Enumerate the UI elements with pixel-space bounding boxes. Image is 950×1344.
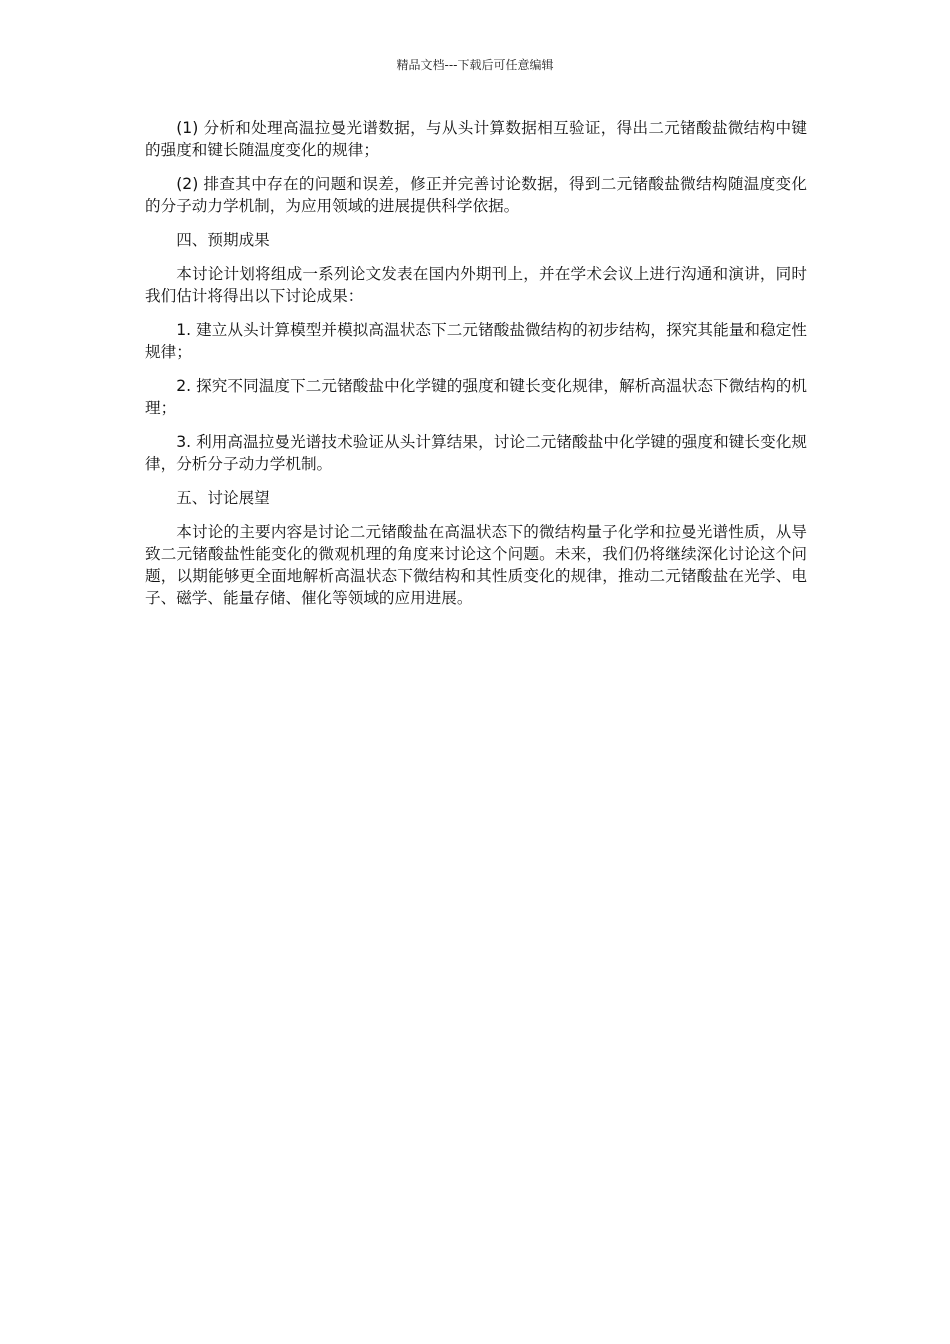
paragraph-outcome-2: 2. 探究不同温度下二元锗酸盐中化学键的强度和键长变化规律，解析高温状态下微结构的机理； [145,377,807,417]
section-heading-expected-results: 四、预期成果 [176,231,270,249]
paragraph-outlook: 本讨论的主要内容是讨论二元锗酸盐在高温状态下的微结构量子化学和拉曼光谱性质，从导致二元锗酸盐性能变化的微观机理的角度来讨论这个问题。未来，我们仍将继续深化讨论这个问题，以期能够更全面地解析高温状态下微结构和其性质变化的规律，推动二元锗酸盐在光学、电子、磁学、能量存储、催化等领域的应用进展。 [145,523,807,607]
document-body [145,117,807,621]
section-heading-outlook: 五、讨论展望 [176,489,270,507]
paragraph-outcome-1: 1. 建立从头计算模型并模拟高温状态下二元锗酸盐微结构的初步结构，探究其能量和稳定性规律； [145,321,807,361]
paragraph-outcome-3: 3. 利用高温拉曼光谱技术验证从头计算结果，讨论二元锗酸盐中化学键的强度和键长变化规律，分析分子动力学机制。 [145,433,807,473]
paragraph-result-2: (2) 排查其中存在的问题和误差，修正并完善讨论数据，得到二元锗酸盐微结构随温度变化的分子动力学机制，为应用领域的进展提供科学依据。 [145,175,807,215]
page-header: 精品文档---下载后可任意编辑 [396,58,554,72]
paragraph-result-1: (1) 分析和处理高温拉曼光谱数据，与从头计算数据相互验证，得出二元锗酸盐微结构中键的强度和键长随温度变化的规律； [145,119,807,159]
paragraph-plan-intro: 本讨论计划将组成一系列论文发表在国内外期刊上，并在学术会议上进行沟通和演讲，同时我们估计将得出以下讨论成果： [145,265,807,305]
